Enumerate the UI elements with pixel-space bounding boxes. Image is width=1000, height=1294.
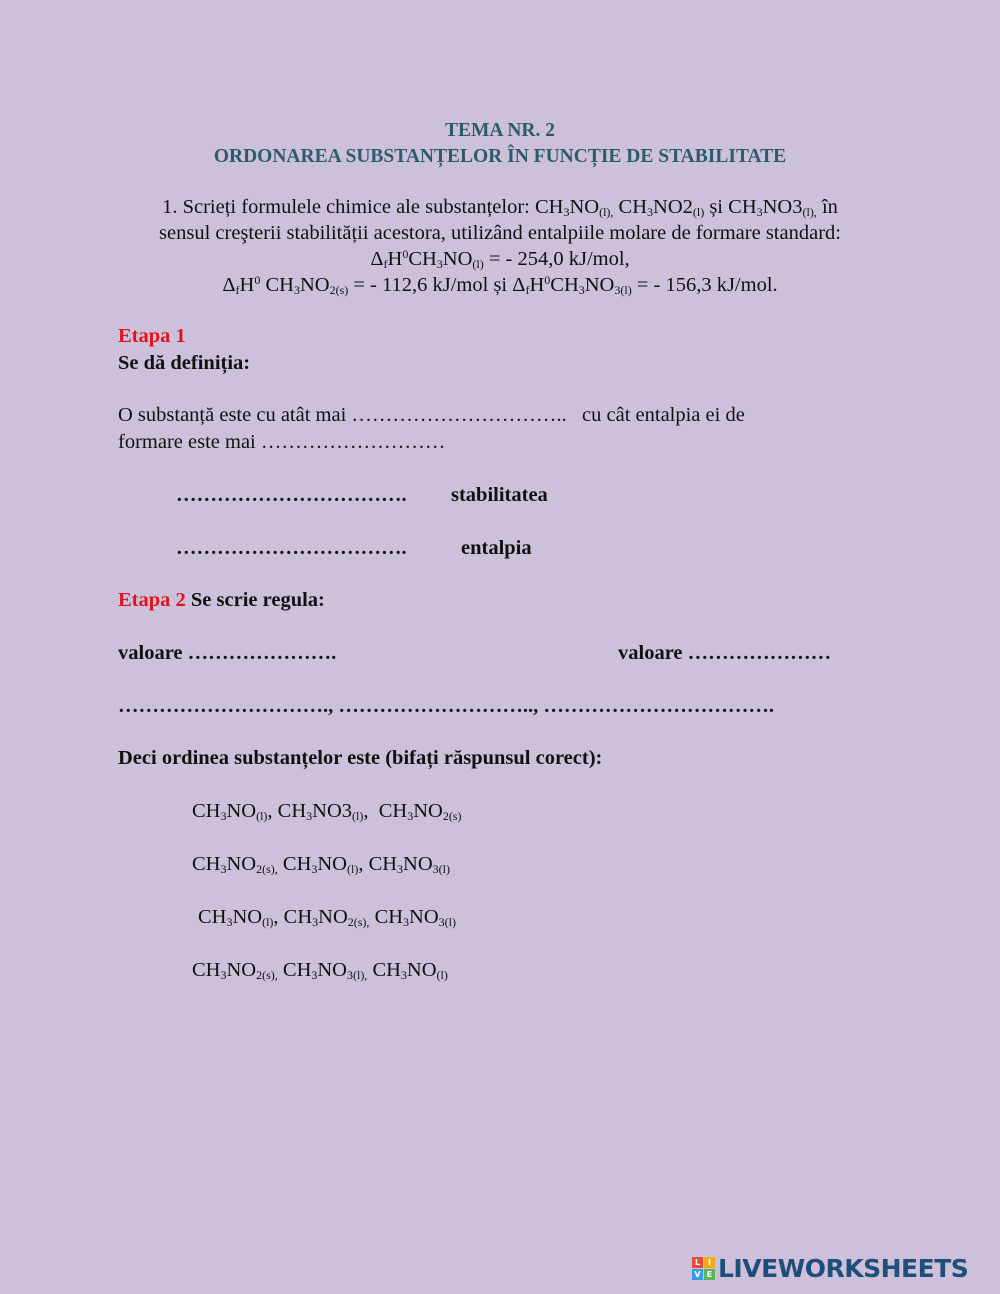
blank-stabilitatea[interactable]: …………………………….	[176, 484, 407, 506]
etapa2-label: Etapa 2	[118, 589, 186, 611]
answer-option-4[interactable]: $CH_3NO_{2(s),}$ $CH_3NO_{3(l),}$ $CH_3NO_{(l)}$	[192, 959, 448, 982]
answer-option-1[interactable]: $CH_3NO_{(l)}$, $CH_3NO3_{(l)}$, $CH_3NO_{2(s)}$	[192, 800, 462, 823]
logo-letter-i: I	[704, 1257, 715, 1268]
page-title: TEMA NR. 2	[445, 120, 555, 141]
task-and: și	[709, 196, 724, 218]
enthalpy-value-1: = - 254,0 kJ/mol,	[488, 248, 630, 270]
task-line1-end: în	[821, 196, 838, 218]
label-stabilitatea: stabilitatea	[451, 484, 548, 506]
answer-question: Deci ordinea substanțelor este (bifați răspunsul corect):	[118, 747, 603, 769]
blank-entalpia[interactable]: …………………………….	[176, 537, 407, 559]
logo-icon	[692, 1257, 715, 1280]
etapa1-label: Etapa 1	[118, 325, 186, 347]
answer-option-3[interactable]: $CH_3NO_{(l)}$, $CH_3NO_{2(s),}$ $CH_3NO_{3(l)}$	[198, 906, 456, 929]
answer-option-2[interactable]: $CH_3NO_{2(s),}$ $CH_3NO_{(l)}$, $CH_3NO_{3(l)}$	[192, 853, 450, 876]
definition-line-1: O substanță este cu atât mai ………………………….. cu cât entalpia ei de	[118, 404, 745, 426]
logo-letter-l: L	[692, 1257, 703, 1268]
logo-letter-e: E	[704, 1269, 715, 1280]
definition-blank-1[interactable]: O substanță este cu atât mai …………………………..	[118, 404, 567, 426]
task-line-4: $\Delta_fH^0$ $CH_3NO_{2(s)}$ = - 112,6 kJ/mol și $\Delta_fH^0CH_3NO_{3(l)}$ = - 156,3 kJ/mol.	[222, 273, 778, 297]
valoare-left-blank[interactable]: valoare ………………….	[118, 642, 337, 664]
page-subtitle: ORDONAREA SUBSTANȚELOR ÎN FUNCȚIE DE STABILITATE	[213, 146, 787, 167]
task-line-1: 1. Scrieți formulele chimice ale substanțelor: $CH_3NO_{(l),}$ $CH_3NO2_{(l)}$ și $CH_3NO3_{(l),}$ în	[162, 196, 838, 219]
etapa1-subtitle: Se dă definiția:	[118, 352, 251, 374]
definition-blank-2[interactable]: formare este mai ………………………	[118, 431, 446, 453]
liveworksheets-logo	[692, 1254, 968, 1282]
task-intro: 1. Scrieți formulele chimice ale substanțelor:	[162, 196, 530, 218]
brand-name: LIVEWORKSHEETS	[718, 1253, 969, 1283]
task-statement	[110, 194, 890, 298]
task-line-3: $\Delta_fH^0CH_3NO_{(l)}$ = - 254,0 kJ/mol,	[370, 247, 630, 271]
etapa2-heading	[118, 589, 325, 612]
valoare-right-blank[interactable]: valoare …………………	[618, 642, 832, 664]
order-blanks[interactable]: …………………………., ……………………….., …………………………….	[118, 695, 774, 717]
task-line-2: sensul creşterii stabilității acestora, utilizând entalpiile molare de formare standard:	[159, 222, 841, 244]
enthalpy-value-2: = - 112,6 kJ/mol	[353, 274, 489, 296]
logo-letter-v: V	[692, 1269, 703, 1280]
enthalpy-value-3: = - 156,3 kJ/mol.	[636, 274, 778, 296]
label-entalpia: entalpia	[461, 537, 532, 559]
etapa2-subtitle: Se scrie regula:	[190, 589, 325, 611]
